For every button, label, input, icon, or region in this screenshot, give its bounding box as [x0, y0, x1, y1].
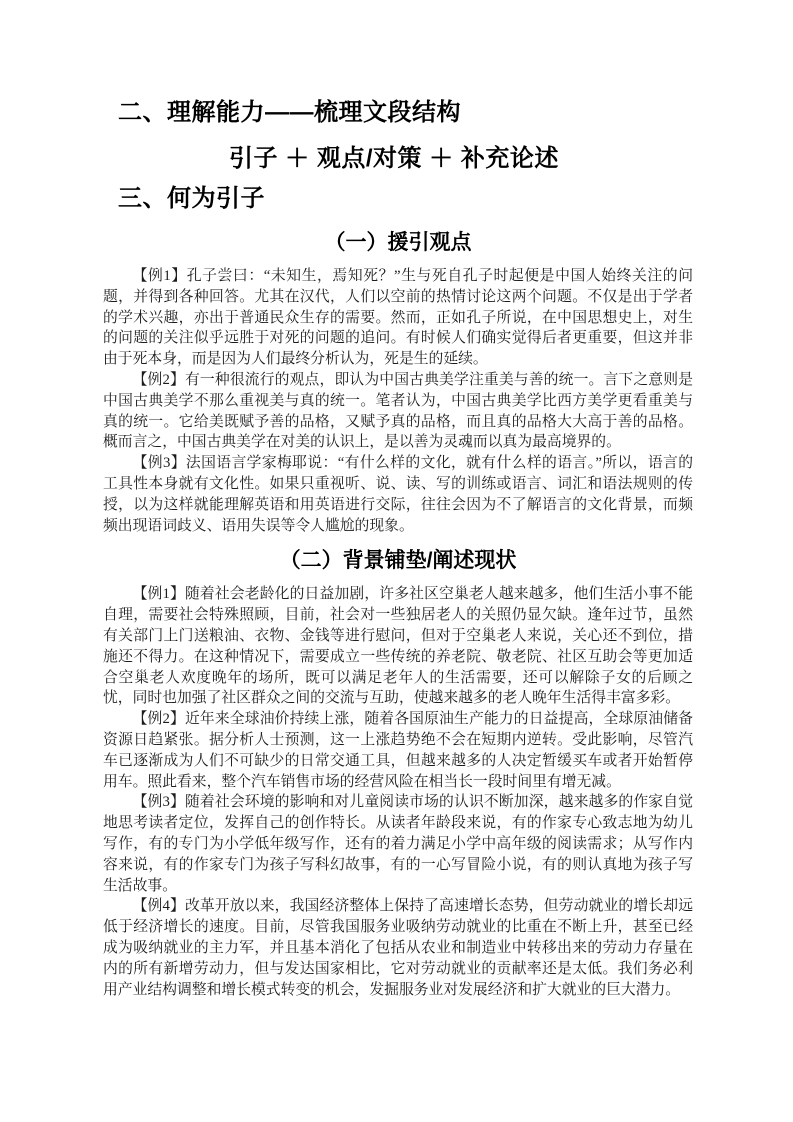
paragraph-example-3: 【例3】法国语言学家梅耶说：“有什么样的文化，就有什么样的语言。”所以，语言的工具性本身就有文化性。如果只重视听、说、读、写的训练或语言、词汇和语法规则的传授，以为这样就能理解英语和用英语进行交际，往往会因为不了解语言的文化背景，而频频出现语词歧义、语用失误等令人尴尬的现象。	[103, 455, 693, 534]
paragraph-example-1: 【例1】随着社会老龄化的日益加剧，许多社区空巢老人越来越多，他们生活小事不能自理，需要社会特殊照顾，目前，社会对一些独居老人的关照仍显欠缺。逢年过节，虽然有关部门上门送粮油、衣物、金钱等进行慰问，但对于空巢老人来说，关心还不到位，措施还不得力。在这种情况下，需要成立一些传统的养老院、敬老院、社区互助会等更加适合空巢老人欢度晚年的场所，既可以满足老年人的生活需要，还可以解除子女的后顾之忧，同时也加强了社区群众之间的交流与互助，使越来越多的老人晚年生活得丰富多彩。	[103, 586, 693, 707]
paragraph-example-2: 【例2】有一种很流行的观点，即认为中国古典美学注重美与善的统一。言下之意则是中国古典美学不那么重视美与真的统一。笔者认为，中国古典美学比西方美学更看重美与真的统一。它给美既赋予善的品格，又赋予真的品格，而且真的品格大大高于善的品格。概而言之，中国古典美学在对美的认识上，是以善为灵魂而以真为最高境界的。	[103, 371, 693, 451]
heading-secondary: 三、何为引子	[118, 185, 265, 212]
section-title-quoting-viewpoints: （一）援引观点	[324, 231, 472, 254]
paragraph-example-3: 【例3】随着社会环境的影响和对儿童阅读市场的认识不断加深，越来越多的作家自觉地思考读者定位，发挥自己的创作特长。从读者年龄段来说，有的作家专心致志地为幼儿写作，有的专门为小学低年级写作，还有的着力满足小学中高年级的阅读需求；从写作内容来说，有的作家专门为孩子写科幻故事，有的一心写冒险小说，有的则认真地为孩子写生活故事。	[103, 794, 693, 894]
paragraph-example-1: 【例1】孔子尝曰：“未知生，焉知死？”生与死自孔子时起便是中国人始终关注的问题，并得到各种回答。尤其在汉代，人们以空前的热情讨论这两个问题。不仅是出于学者的学术兴趣，亦出于普通民众生存的需要。然而，正如孔子所说，在中国思想史上，对生的问题的关注似乎远胜于对死的问题的追问。有时候人们确实觉得后者更重要，但这并非由于死本身，而是因为人们最终分析认为，死是生的延续。	[103, 268, 693, 368]
heading-structure-formula: 引子 ＋ 观点/对策 ＋ 补充论述	[229, 145, 559, 172]
section-background-status	[103, 549, 693, 1000]
section-quoting-viewpoints	[103, 231, 693, 536]
heading-main: 二、理解能力——梳理文段结构	[118, 99, 461, 126]
paragraph-example-2: 【例2】近年来全球油价持续上涨，随着各国原油生产能力的日益提高，全球原油储备资源日趋紧张。据分析人士预测，这一上涨趋势绝不会在短期内逆转。受此影响，尽管汽车已逐渐成为人们不可缺少的日常交通工具，但越来越多的人决定暂缓买车或者开始暂停用车。照此看来，整个汽车销售市场的经营风险在相当长一段时间里有增无减。	[103, 711, 693, 790]
section-title-background-status: （二）背景铺垫/阐述现状	[279, 549, 517, 573]
paragraph-example-4: 【例4】改革开放以来，我国经济整体上保持了高速增长态势，但劳动就业的增长却远低于经济增长的速度。目前，尽管我国服务业吸纳劳动就业的比重在不断上升，甚至已经成为吸纳就业的主力军，并且基本消化了包括从农业和制造业中转移出来的劳动力存量在内的所有新增劳动力，但与发达国家相比，它对劳动就业的贡献率还是太低。我们务必利用产业结构调整和增长模式转变的机会，发掘服务业对发展经济和扩大就业的巨大潜力。	[103, 898, 693, 998]
